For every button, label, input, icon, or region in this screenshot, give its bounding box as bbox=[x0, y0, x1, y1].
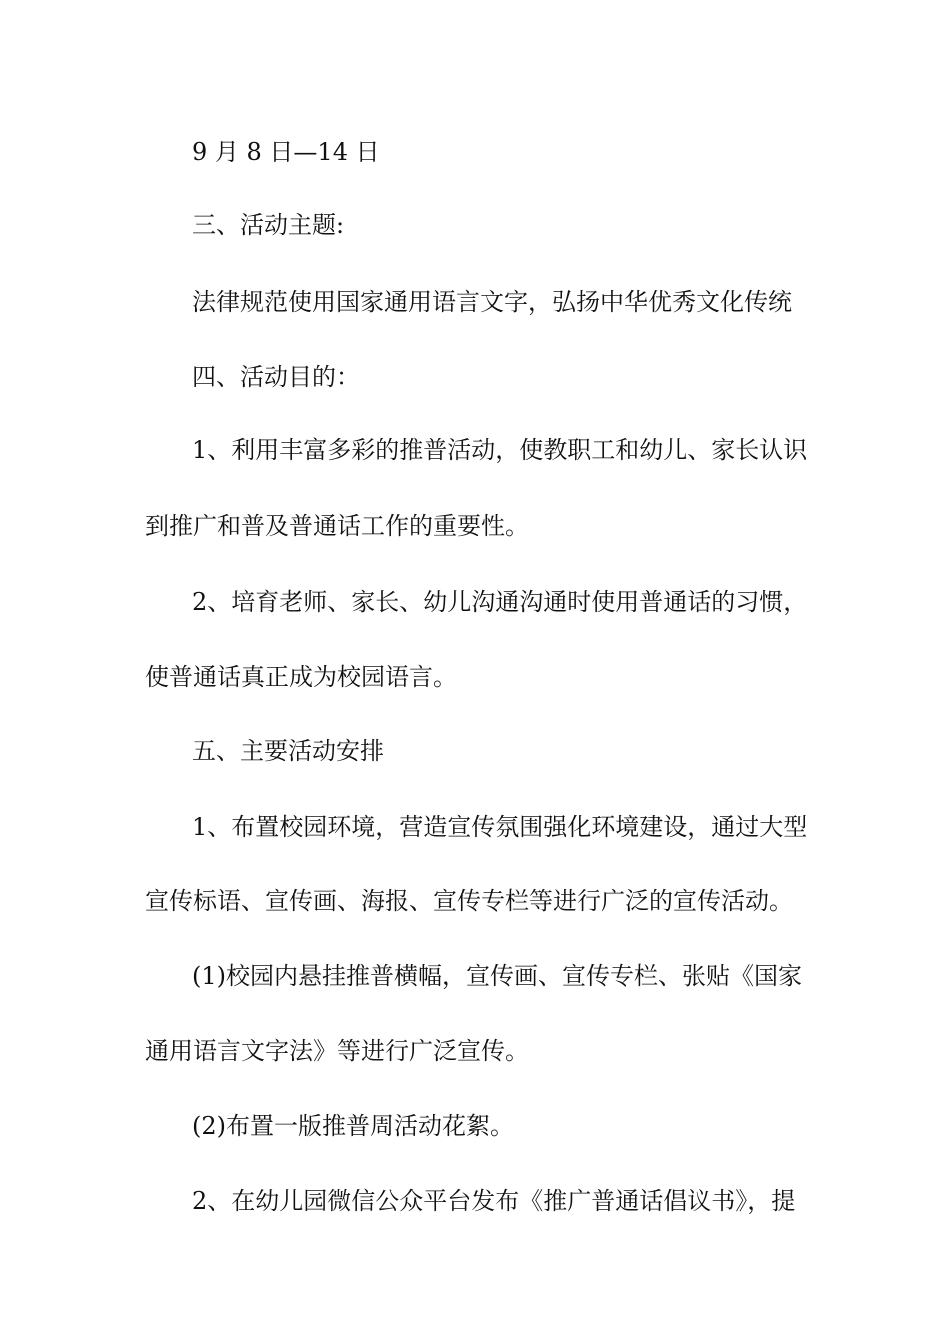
arrangement-item-2-line-1: 2、在幼儿园微信公众平台发布《推广普通话倡议书》，提 bbox=[192, 1187, 796, 1215]
arrangement-subitem-2: (2)布置一版推普周活动花絮。 bbox=[192, 1112, 514, 1140]
date-range-line: 9 月 8 日—14 日 bbox=[192, 138, 380, 166]
arrangement-subitem-1-line-1: (1)校园内悬挂推普横幅，宣传画、宣传专栏、张贴《国家 bbox=[192, 962, 802, 990]
purpose-item-2-line-1: 2、培育老师、家长、幼儿沟通沟通时使用普通话的习惯， bbox=[192, 588, 808, 616]
purpose-item-2-line-2: 使普通话真正成为校园语言。 bbox=[145, 663, 457, 691]
section-heading-arrangement: 五、主要活动安排 bbox=[192, 737, 384, 765]
section-heading-theme: 三、活动主题: bbox=[192, 211, 345, 239]
purpose-item-1-line-1: 1、利用丰富多彩的推普活动，使教职工和幼儿、家长认识 bbox=[192, 436, 808, 464]
arrangement-subitem-1-line-2: 通用语言文字法》等进行广泛宣传。 bbox=[145, 1037, 529, 1065]
section-heading-purpose: 四、活动目的： bbox=[192, 363, 360, 391]
purpose-item-1-line-2: 到推广和普及普通话工作的重要性。 bbox=[145, 512, 529, 540]
theme-text: 法律规范使用国家通用语言文字，弘扬中华优秀文化传统 bbox=[192, 288, 792, 316]
arrangement-item-1-line-2: 宣传标语、宣传画、海报、宣传专栏等进行广泛的宣传活动。 bbox=[145, 887, 793, 915]
arrangement-item-1-line-1: 1、布置校园环境，营造宣传氛围强化环境建设，通过大型 bbox=[192, 813, 808, 841]
